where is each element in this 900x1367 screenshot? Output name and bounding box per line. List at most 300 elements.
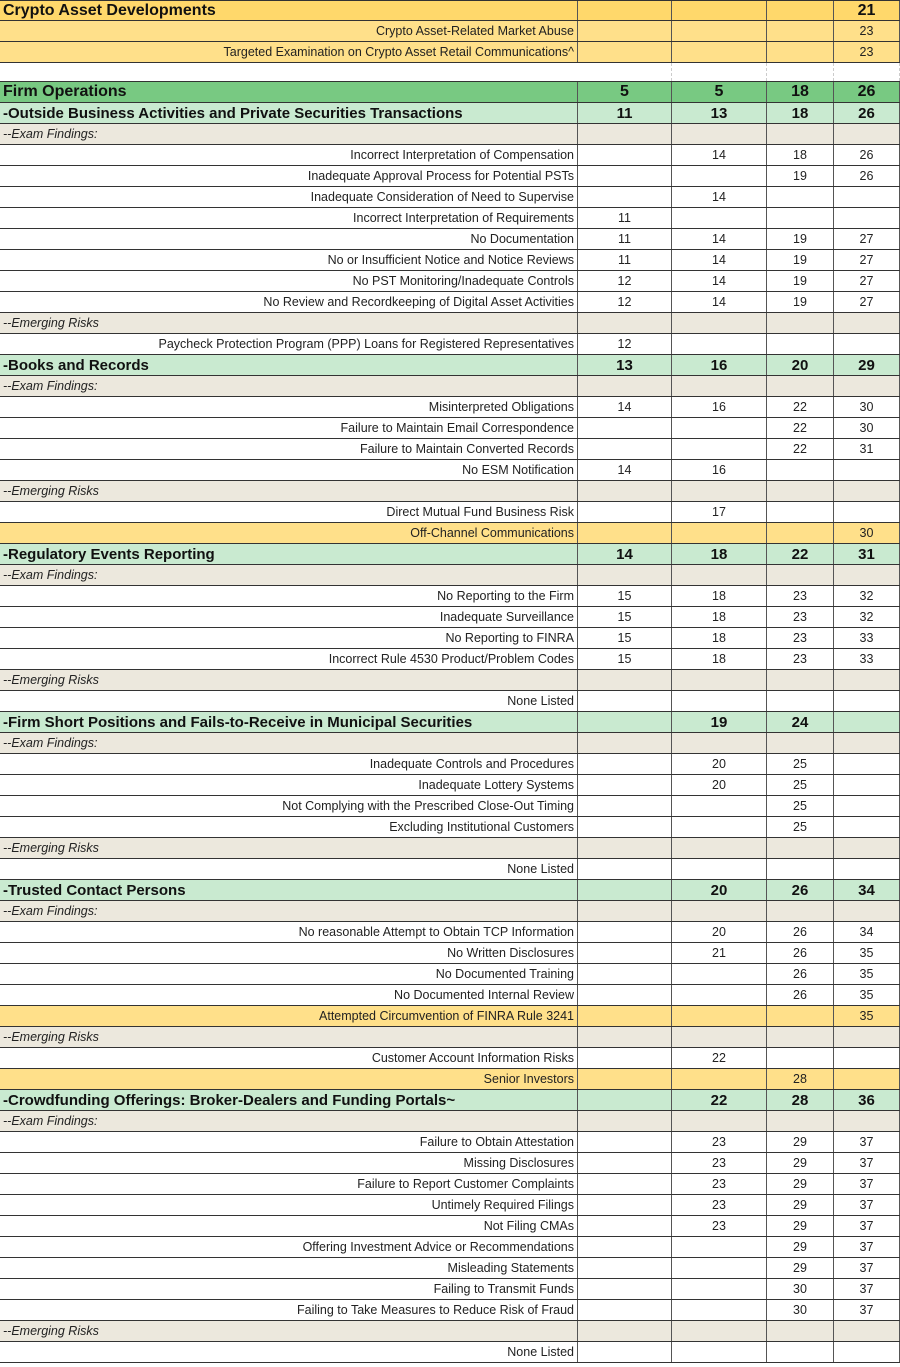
col-2023-cell[interactable] [834, 187, 900, 207]
col-2021-cell[interactable] [672, 481, 767, 501]
col-2020-cell[interactable]: 14 [578, 397, 672, 417]
col-2021-cell[interactable]: 18 [672, 607, 767, 627]
col-2023-cell[interactable]: 34 [834, 922, 900, 942]
col-2020-cell[interactable] [578, 1111, 672, 1131]
col-2020-cell[interactable]: 12 [578, 334, 672, 354]
col-2022-cell[interactable]: 26 [767, 943, 834, 963]
row-label-cell[interactable]: No Review and Recordkeeping of Digital Asset Activities [0, 292, 578, 312]
row-label-cell[interactable]: Inadequate Surveillance [0, 607, 578, 627]
col-2020-cell[interactable] [578, 670, 672, 690]
col-2021-cell[interactable]: 18 [672, 628, 767, 648]
row-label-cell[interactable]: --Emerging Risks [0, 1321, 578, 1341]
col-2021-cell[interactable]: 19 [672, 712, 767, 732]
row-label-cell[interactable]: -Outside Business Activities and Private Securities Transactions [0, 103, 578, 123]
col-2023-cell[interactable] [834, 859, 900, 879]
col-2023-cell[interactable] [834, 670, 900, 690]
col-2020-cell[interactable]: 11 [578, 103, 672, 123]
row-label-cell[interactable]: No PST Monitoring/Inadequate Controls [0, 271, 578, 291]
col-2023-cell[interactable]: 32 [834, 586, 900, 606]
col-2021-cell[interactable] [672, 565, 767, 585]
col-2021-cell[interactable] [672, 1342, 767, 1362]
col-2023-cell[interactable] [834, 838, 900, 858]
row-label-cell[interactable]: No ESM Notification [0, 460, 578, 480]
col-2022-cell[interactable] [767, 376, 834, 396]
col-2020-cell[interactable] [578, 943, 672, 963]
col-2022-cell[interactable] [767, 42, 834, 62]
col-2021-cell[interactable] [672, 964, 767, 984]
col-2023-cell[interactable]: 35 [834, 964, 900, 984]
col-2022-cell[interactable] [767, 1111, 834, 1131]
col-2020-cell[interactable] [578, 313, 672, 333]
col-2021-cell[interactable]: 16 [672, 397, 767, 417]
col-2020-cell[interactable] [578, 1, 672, 20]
col-2020-cell[interactable] [578, 838, 672, 858]
row-label-cell[interactable]: -Firm Short Positions and Fails-to-Receive in Municipal Securities [0, 712, 578, 732]
col-2023-cell[interactable]: 37 [834, 1279, 900, 1299]
row-label-cell[interactable]: No Documentation [0, 229, 578, 249]
row-label-cell[interactable]: Misleading Statements [0, 1258, 578, 1278]
row-label-cell[interactable]: -Regulatory Events Reporting [0, 544, 578, 564]
col-2021-cell[interactable]: 14 [672, 292, 767, 312]
col-2023-cell[interactable]: 35 [834, 943, 900, 963]
col-2020-cell[interactable]: 11 [578, 229, 672, 249]
col-2023-cell[interactable]: 37 [834, 1132, 900, 1152]
col-2020-cell[interactable] [578, 166, 672, 186]
col-2021-cell[interactable] [672, 376, 767, 396]
col-2020-cell[interactable] [578, 523, 672, 543]
col-2022-cell[interactable]: 19 [767, 166, 834, 186]
col-2020-cell[interactable] [578, 796, 672, 816]
col-2021-cell[interactable] [672, 334, 767, 354]
col-2022-cell[interactable]: 23 [767, 628, 834, 648]
col-2022-cell[interactable] [767, 124, 834, 144]
row-label-cell[interactable]: Customer Account Information Risks [0, 1048, 578, 1068]
col-2020-cell[interactable] [578, 922, 672, 942]
col-2023-cell[interactable]: 37 [834, 1258, 900, 1278]
row-label-cell[interactable]: No or Insufficient Notice and Notice Reviews [0, 250, 578, 270]
col-2020-cell[interactable]: 14 [578, 544, 672, 564]
row-label-cell[interactable]: No Documented Internal Review [0, 985, 578, 1005]
col-2023-cell[interactable] [834, 124, 900, 144]
col-2021-cell[interactable]: 23 [672, 1153, 767, 1173]
col-2022-cell[interactable] [767, 334, 834, 354]
row-label-cell[interactable]: Failure to Obtain Attestation [0, 1132, 578, 1152]
col-2020-cell[interactable]: 5 [578, 82, 672, 102]
col-2023-cell[interactable]: 31 [834, 439, 900, 459]
col-2023-cell[interactable] [834, 1342, 900, 1362]
row-label-cell[interactable]: Off-Channel Communications [0, 523, 578, 543]
col-2022-cell[interactable] [767, 1321, 834, 1341]
col-2020-cell[interactable]: 11 [578, 208, 672, 228]
col-2020-cell[interactable] [578, 145, 672, 165]
col-2022-cell[interactable]: 23 [767, 649, 834, 669]
col-2023-cell[interactable] [834, 1048, 900, 1068]
col-2020-cell[interactable] [578, 1090, 672, 1110]
row-label-cell[interactable]: Inadequate Consideration of Need to Supervise [0, 187, 578, 207]
col-2023-cell[interactable]: 37 [834, 1300, 900, 1320]
col-2022-cell[interactable]: 25 [767, 796, 834, 816]
col-2020-cell[interactable]: 12 [578, 292, 672, 312]
col-2023-cell[interactable] [834, 460, 900, 480]
col-2020-cell[interactable] [578, 1006, 672, 1026]
col-2023-cell[interactable] [834, 208, 900, 228]
col-2020-cell[interactable] [578, 1342, 672, 1362]
row-label-cell[interactable]: No Reporting to FINRA [0, 628, 578, 648]
col-2022-cell[interactable]: 29 [767, 1174, 834, 1194]
col-2020-cell[interactable] [578, 187, 672, 207]
row-label-cell[interactable] [0, 63, 578, 81]
col-2020-cell[interactable] [578, 42, 672, 62]
col-2020-cell[interactable]: 15 [578, 586, 672, 606]
col-2021-cell[interactable] [672, 21, 767, 41]
col-2023-cell[interactable] [834, 712, 900, 732]
col-2021-cell[interactable]: 5 [672, 82, 767, 102]
col-2021-cell[interactable]: 16 [672, 355, 767, 375]
col-2020-cell[interactable] [578, 1279, 672, 1299]
col-2021-cell[interactable]: 18 [672, 649, 767, 669]
col-2020-cell[interactable] [578, 1069, 672, 1089]
col-2021-cell[interactable] [672, 166, 767, 186]
col-2022-cell[interactable]: 29 [767, 1237, 834, 1257]
col-2020-cell[interactable] [578, 376, 672, 396]
col-2021-cell[interactable] [672, 817, 767, 837]
col-2021-cell[interactable]: 23 [672, 1132, 767, 1152]
row-label-cell[interactable]: Senior Investors [0, 1069, 578, 1089]
col-2023-cell[interactable] [834, 1027, 900, 1047]
col-2022-cell[interactable] [767, 523, 834, 543]
col-2021-cell[interactable] [672, 1069, 767, 1089]
col-2020-cell[interactable] [578, 817, 672, 837]
row-label-cell[interactable]: -Books and Records [0, 355, 578, 375]
col-2022-cell[interactable]: 28 [767, 1069, 834, 1089]
col-2022-cell[interactable]: 19 [767, 271, 834, 291]
col-2020-cell[interactable] [578, 124, 672, 144]
col-2022-cell[interactable] [767, 838, 834, 858]
row-label-cell[interactable]: Crypto Asset-Related Market Abuse [0, 21, 578, 41]
col-2022-cell[interactable] [767, 63, 834, 81]
col-2023-cell[interactable] [834, 63, 900, 81]
col-2023-cell[interactable] [834, 1111, 900, 1131]
col-2023-cell[interactable]: 27 [834, 271, 900, 291]
col-2020-cell[interactable] [578, 1237, 672, 1257]
col-2021-cell[interactable] [672, 63, 767, 81]
col-2021-cell[interactable]: 20 [672, 754, 767, 774]
row-label-cell[interactable]: Incorrect Interpretation of Compensation [0, 145, 578, 165]
col-2022-cell[interactable]: 24 [767, 712, 834, 732]
col-2023-cell[interactable]: 26 [834, 145, 900, 165]
col-2020-cell[interactable] [578, 63, 672, 81]
col-2023-cell[interactable]: 36 [834, 1090, 900, 1110]
col-2023-cell[interactable] [834, 565, 900, 585]
col-2022-cell[interactable]: 29 [767, 1216, 834, 1236]
col-2023-cell[interactable] [834, 313, 900, 333]
col-2022-cell[interactable]: 28 [767, 1090, 834, 1110]
col-2023-cell[interactable] [834, 502, 900, 522]
col-2022-cell[interactable]: 20 [767, 355, 834, 375]
col-2022-cell[interactable] [767, 208, 834, 228]
row-label-cell[interactable]: Attempted Circumvention of FINRA Rule 3241 [0, 1006, 578, 1026]
col-2021-cell[interactable]: 23 [672, 1174, 767, 1194]
col-2021-cell[interactable]: 22 [672, 1090, 767, 1110]
col-2022-cell[interactable] [767, 565, 834, 585]
col-2021-cell[interactable]: 13 [672, 103, 767, 123]
col-2021-cell[interactable]: 22 [672, 1048, 767, 1068]
col-2023-cell[interactable]: 27 [834, 229, 900, 249]
col-2022-cell[interactable] [767, 21, 834, 41]
col-2021-cell[interactable]: 16 [672, 460, 767, 480]
col-2021-cell[interactable]: 20 [672, 880, 767, 900]
col-2020-cell[interactable]: 11 [578, 250, 672, 270]
col-2020-cell[interactable] [578, 502, 672, 522]
row-label-cell[interactable]: Inadequate Approval Process for Potential PSTs [0, 166, 578, 186]
row-label-cell[interactable]: Not Complying with the Prescribed Close-Out Timing [0, 796, 578, 816]
col-2023-cell[interactable]: 34 [834, 880, 900, 900]
col-2023-cell[interactable] [834, 796, 900, 816]
col-2020-cell[interactable] [578, 1300, 672, 1320]
col-2023-cell[interactable] [834, 775, 900, 795]
col-2021-cell[interactable] [672, 1237, 767, 1257]
col-2022-cell[interactable] [767, 1, 834, 20]
col-2020-cell[interactable] [578, 712, 672, 732]
row-label-cell[interactable]: --Emerging Risks [0, 670, 578, 690]
col-2022-cell[interactable] [767, 901, 834, 921]
col-2022-cell[interactable]: 22 [767, 439, 834, 459]
col-2023-cell[interactable] [834, 733, 900, 753]
row-label-cell[interactable]: Not Filing CMAs [0, 1216, 578, 1236]
col-2020-cell[interactable]: 12 [578, 271, 672, 291]
col-2022-cell[interactable]: 22 [767, 397, 834, 417]
col-2022-cell[interactable] [767, 670, 834, 690]
col-2021-cell[interactable] [672, 439, 767, 459]
col-2021-cell[interactable]: 14 [672, 271, 767, 291]
col-2021-cell[interactable] [672, 523, 767, 543]
row-label-cell[interactable]: Untimely Required Filings [0, 1195, 578, 1215]
col-2023-cell[interactable] [834, 901, 900, 921]
row-label-cell[interactable]: Targeted Examination on Crypto Asset Retail Communications^ [0, 42, 578, 62]
col-2021-cell[interactable]: 14 [672, 229, 767, 249]
col-2020-cell[interactable]: 14 [578, 460, 672, 480]
row-label-cell[interactable]: Inadequate Lottery Systems [0, 775, 578, 795]
col-2020-cell[interactable] [578, 1195, 672, 1215]
col-2023-cell[interactable]: 23 [834, 42, 900, 62]
col-2021-cell[interactable] [672, 124, 767, 144]
col-2021-cell[interactable]: 17 [672, 502, 767, 522]
row-label-cell[interactable]: --Exam Findings: [0, 733, 578, 753]
col-2020-cell[interactable] [578, 901, 672, 921]
col-2021-cell[interactable] [672, 1258, 767, 1278]
row-label-cell[interactable]: --Emerging Risks [0, 1027, 578, 1047]
col-2021-cell[interactable]: 18 [672, 544, 767, 564]
col-2021-cell[interactable] [672, 1321, 767, 1341]
col-2021-cell[interactable] [672, 691, 767, 711]
col-2022-cell[interactable]: 18 [767, 82, 834, 102]
row-label-cell[interactable]: None Listed [0, 1342, 578, 1362]
col-2021-cell[interactable] [672, 42, 767, 62]
row-label-cell[interactable]: -Crowdfunding Offerings: Broker-Dealers and Funding Portals~ [0, 1090, 578, 1110]
col-2020-cell[interactable] [578, 754, 672, 774]
col-2021-cell[interactable]: 21 [672, 943, 767, 963]
row-label-cell[interactable]: No Reporting to the Firm [0, 586, 578, 606]
col-2023-cell[interactable]: 32 [834, 607, 900, 627]
col-2021-cell[interactable] [672, 208, 767, 228]
row-label-cell[interactable]: Paycheck Protection Program (PPP) Loans for Registered Representatives [0, 334, 578, 354]
row-label-cell[interactable]: Crypto Asset Developments [0, 1, 578, 20]
col-2022-cell[interactable] [767, 1027, 834, 1047]
col-2021-cell[interactable]: 18 [672, 586, 767, 606]
col-2023-cell[interactable]: 31 [834, 544, 900, 564]
row-label-cell[interactable]: Failing to Transmit Funds [0, 1279, 578, 1299]
col-2022-cell[interactable]: 26 [767, 922, 834, 942]
col-2023-cell[interactable]: 30 [834, 523, 900, 543]
col-2021-cell[interactable] [672, 985, 767, 1005]
col-2022-cell[interactable]: 29 [767, 1132, 834, 1152]
col-2022-cell[interactable]: 23 [767, 607, 834, 627]
col-2023-cell[interactable]: 35 [834, 1006, 900, 1026]
col-2023-cell[interactable]: 26 [834, 166, 900, 186]
col-2020-cell[interactable] [578, 1216, 672, 1236]
col-2022-cell[interactable]: 19 [767, 229, 834, 249]
col-2022-cell[interactable] [767, 691, 834, 711]
col-2023-cell[interactable] [834, 754, 900, 774]
row-label-cell[interactable]: No reasonable Attempt to Obtain TCP Information [0, 922, 578, 942]
col-2022-cell[interactable]: 29 [767, 1258, 834, 1278]
col-2023-cell[interactable] [834, 691, 900, 711]
col-2022-cell[interactable]: 23 [767, 586, 834, 606]
col-2020-cell[interactable] [578, 859, 672, 879]
col-2023-cell[interactable] [834, 376, 900, 396]
col-2023-cell[interactable]: 30 [834, 418, 900, 438]
col-2021-cell[interactable] [672, 838, 767, 858]
col-2022-cell[interactable] [767, 1342, 834, 1362]
col-2022-cell[interactable]: 26 [767, 985, 834, 1005]
col-2021-cell[interactable] [672, 313, 767, 333]
col-2022-cell[interactable]: 19 [767, 250, 834, 270]
col-2020-cell[interactable] [578, 964, 672, 984]
col-2020-cell[interactable] [578, 1132, 672, 1152]
col-2023-cell[interactable]: 37 [834, 1174, 900, 1194]
col-2020-cell[interactable] [578, 1027, 672, 1047]
col-2020-cell[interactable] [578, 985, 672, 1005]
col-2023-cell[interactable]: 37 [834, 1237, 900, 1257]
col-2021-cell[interactable]: 23 [672, 1216, 767, 1236]
row-label-cell[interactable]: --Exam Findings: [0, 565, 578, 585]
col-2023-cell[interactable]: 33 [834, 649, 900, 669]
row-label-cell[interactable]: Missing Disclosures [0, 1153, 578, 1173]
col-2021-cell[interactable]: 14 [672, 145, 767, 165]
col-2021-cell[interactable] [672, 796, 767, 816]
col-2022-cell[interactable] [767, 859, 834, 879]
col-2020-cell[interactable]: 15 [578, 649, 672, 669]
row-label-cell[interactable]: Offering Investment Advice or Recommendations [0, 1237, 578, 1257]
col-2020-cell[interactable]: 13 [578, 355, 672, 375]
col-2022-cell[interactable] [767, 1048, 834, 1068]
col-2023-cell[interactable]: 23 [834, 21, 900, 41]
col-2021-cell[interactable]: 14 [672, 250, 767, 270]
col-2021-cell[interactable] [672, 418, 767, 438]
col-2022-cell[interactable]: 29 [767, 1153, 834, 1173]
col-2023-cell[interactable]: 35 [834, 985, 900, 1005]
col-2020-cell[interactable]: 15 [578, 628, 672, 648]
row-label-cell[interactable]: --Exam Findings: [0, 1111, 578, 1131]
col-2020-cell[interactable] [578, 733, 672, 753]
col-2020-cell[interactable] [578, 418, 672, 438]
col-2022-cell[interactable] [767, 1006, 834, 1026]
col-2022-cell[interactable] [767, 187, 834, 207]
row-label-cell[interactable]: None Listed [0, 859, 578, 879]
row-label-cell[interactable]: Failure to Maintain Email Correspondence [0, 418, 578, 438]
col-2023-cell[interactable]: 37 [834, 1216, 900, 1236]
col-2021-cell[interactable]: 23 [672, 1195, 767, 1215]
row-label-cell[interactable]: No Written Disclosures [0, 943, 578, 963]
col-2020-cell[interactable] [578, 1174, 672, 1194]
row-label-cell[interactable]: --Emerging Risks [0, 481, 578, 501]
col-2023-cell[interactable] [834, 817, 900, 837]
col-2020-cell[interactable]: 15 [578, 607, 672, 627]
col-2021-cell[interactable] [672, 1027, 767, 1047]
row-label-cell[interactable]: Excluding Institutional Customers [0, 817, 578, 837]
col-2022-cell[interactable] [767, 502, 834, 522]
col-2023-cell[interactable] [834, 1069, 900, 1089]
col-2023-cell[interactable]: 21 [834, 1, 900, 20]
row-label-cell[interactable]: Direct Mutual Fund Business Risk [0, 502, 578, 522]
col-2023-cell[interactable] [834, 1321, 900, 1341]
col-2020-cell[interactable] [578, 1048, 672, 1068]
row-label-cell[interactable]: Incorrect Rule 4530 Product/Problem Codes [0, 649, 578, 669]
col-2023-cell[interactable]: 29 [834, 355, 900, 375]
col-2022-cell[interactable]: 30 [767, 1300, 834, 1320]
col-2021-cell[interactable] [672, 901, 767, 921]
col-2021-cell[interactable]: 20 [672, 922, 767, 942]
col-2021-cell[interactable] [672, 859, 767, 879]
row-label-cell[interactable]: --Exam Findings: [0, 124, 578, 144]
row-label-cell[interactable]: Inadequate Controls and Procedures [0, 754, 578, 774]
row-label-cell[interactable]: Failure to Report Customer Complaints [0, 1174, 578, 1194]
row-label-cell[interactable]: --Emerging Risks [0, 313, 578, 333]
row-label-cell[interactable]: --Exam Findings: [0, 376, 578, 396]
col-2021-cell[interactable]: 14 [672, 187, 767, 207]
col-2023-cell[interactable] [834, 481, 900, 501]
col-2023-cell[interactable]: 30 [834, 397, 900, 417]
col-2022-cell[interactable]: 25 [767, 754, 834, 774]
row-label-cell[interactable]: --Emerging Risks [0, 838, 578, 858]
col-2020-cell[interactable] [578, 880, 672, 900]
col-2022-cell[interactable]: 18 [767, 103, 834, 123]
col-2023-cell[interactable]: 37 [834, 1153, 900, 1173]
col-2022-cell[interactable]: 29 [767, 1195, 834, 1215]
col-2022-cell[interactable]: 22 [767, 418, 834, 438]
row-label-cell[interactable]: -Trusted Contact Persons [0, 880, 578, 900]
col-2023-cell[interactable]: 37 [834, 1195, 900, 1215]
col-2021-cell[interactable] [672, 670, 767, 690]
col-2022-cell[interactable]: 30 [767, 1279, 834, 1299]
col-2022-cell[interactable] [767, 733, 834, 753]
col-2023-cell[interactable]: 26 [834, 103, 900, 123]
col-2021-cell[interactable] [672, 1006, 767, 1026]
row-label-cell[interactable]: No Documented Training [0, 964, 578, 984]
col-2022-cell[interactable]: 25 [767, 775, 834, 795]
col-2022-cell[interactable]: 25 [767, 817, 834, 837]
col-2023-cell[interactable]: 27 [834, 292, 900, 312]
col-2021-cell[interactable]: 20 [672, 775, 767, 795]
col-2020-cell[interactable] [578, 1321, 672, 1341]
col-2020-cell[interactable] [578, 565, 672, 585]
col-2022-cell[interactable]: 19 [767, 292, 834, 312]
row-label-cell[interactable]: None Listed [0, 691, 578, 711]
col-2022-cell[interactable] [767, 481, 834, 501]
col-2020-cell[interactable] [578, 439, 672, 459]
col-2022-cell[interactable]: 18 [767, 145, 834, 165]
row-label-cell[interactable]: Incorrect Interpretation of Requirements [0, 208, 578, 228]
